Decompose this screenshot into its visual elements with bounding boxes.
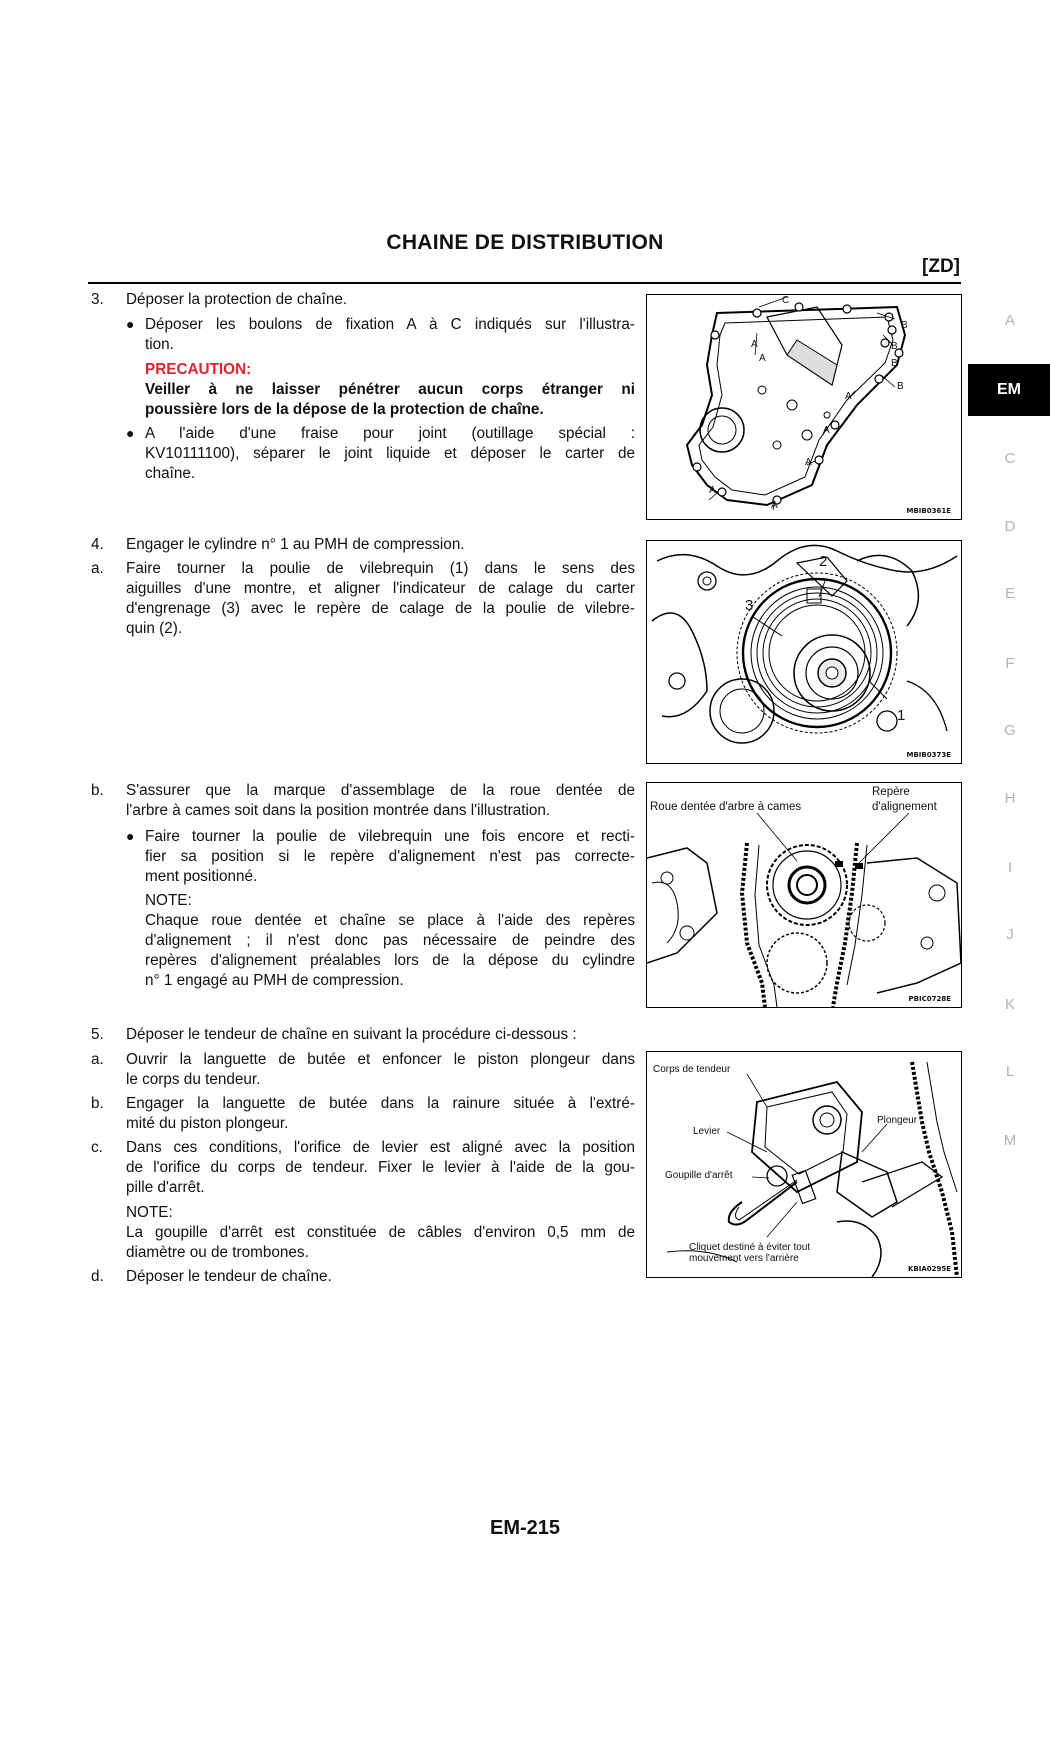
fig1-label-a: A [845, 391, 852, 402]
substep-letter: a. [91, 1051, 104, 1068]
side-tab-d[interactable]: D [1004, 518, 1016, 535]
side-tab-g[interactable]: G [1004, 722, 1016, 739]
substep-text: de l'orifice du corps de tendeur. Fixer le levier à l'aide de la gou- [126, 1159, 635, 1176]
fig1-label-b: B [897, 381, 904, 392]
side-tab-c[interactable]: C [1004, 450, 1016, 467]
note-text: n° 1 engagé au PMH de compression. [145, 972, 404, 989]
fig1-label-a: A [709, 485, 716, 496]
side-tab-a[interactable]: A [1004, 312, 1015, 329]
substep-text: Ouvrir la languette de butée et enfoncer le piston plongeur dans [126, 1051, 635, 1068]
header-rule [88, 282, 961, 284]
fig1-label-b: B [891, 341, 898, 352]
substep-text: Dans ces conditions, l'orifice de levier est aligné avec la position [126, 1139, 635, 1156]
fig1-label-b: B [901, 320, 908, 331]
substep-text: Déposer le tendeur de chaîne. [126, 1268, 332, 1285]
fig3-label-alignment-mark: d'alignement [872, 801, 937, 813]
side-tab-h[interactable]: H [1004, 790, 1016, 807]
fig1-label-c: C [782, 295, 790, 306]
fig1-label-a: A [823, 425, 830, 436]
fig3-label-camshaft-sprocket: Roue dentée d'arbre à cames [650, 801, 802, 813]
substep-letter: b. [91, 782, 104, 799]
side-tab-m[interactable]: M [1003, 1132, 1017, 1149]
substep-letter: c. [91, 1139, 103, 1156]
substep-letter: d. [91, 1268, 104, 1285]
fig4-label-stopper-pin: Goupille d'arrêt [665, 1170, 733, 1181]
figure-code: KBIA0295E [907, 1265, 951, 1273]
note-text: La goupille d'arrêt est constituée de câbles d'environ 0,5 mm de [126, 1224, 635, 1241]
fig2-label-3: 3 [745, 597, 754, 614]
side-tab-em[interactable]: EM [968, 364, 1050, 416]
bullet-text: Déposer les boulons de fixation A à C indiqués sur l'illustra- [145, 316, 635, 333]
substep-text: Engager la languette de butée dans la rainure située à l'extré- [126, 1095, 635, 1112]
fig2-label-2: 2 [819, 553, 828, 570]
step-number: 5. [91, 1026, 104, 1043]
note-label: NOTE: [126, 1204, 173, 1221]
bullet-text: A l'aide d'une fraise pour joint (outillage spécial : [145, 425, 635, 442]
substep-text: d'engrenage (3) avec le repère de calage de la poulie de vilebre- [126, 600, 635, 617]
figure-chain-cover [646, 294, 962, 520]
side-tab-l[interactable]: L [1005, 1063, 1015, 1080]
substep-text: S'assurer que la marque d'assemblage de la roue dentée de [126, 782, 635, 799]
precaution-text: Veiller à ne laisser pénétrer aucun corps étranger ni [145, 381, 635, 398]
fig1-label-a: A [751, 339, 758, 350]
step-text: Engager le cylindre n° 1 au PMH de compression. [126, 536, 465, 553]
fig4-label-tensioner-body: Corps de tendeur [653, 1064, 731, 1075]
chain-cover-drawing [647, 295, 961, 519]
substep-letter: a. [91, 560, 104, 577]
bullet-text: KV10111100), séparer le joint liquide et déposer le carter de [145, 445, 635, 462]
note-text: Chaque roue dentée et chaîne se place à l'aide des repères [145, 912, 635, 929]
substep-letter: b. [91, 1095, 104, 1112]
fig1-label-a: A [805, 457, 812, 468]
bullet-text: chaîne. [145, 465, 196, 482]
page-title: CHAINE DE DISTRIBUTION [386, 231, 664, 254]
substep-text: aiguilles d'une montre, et aligner l'indicateur de calage du carter [126, 580, 635, 597]
substep-text: le corps du tendeur. [126, 1071, 261, 1088]
bullet-icon: ● [126, 316, 135, 332]
side-tab-f[interactable]: F [1005, 655, 1015, 672]
figure-code: MBIB0373E [906, 751, 951, 759]
substep-text: quin (2). [126, 620, 183, 637]
fig1-label-b: B [891, 358, 898, 369]
substep-text: l'arbre à cames soit dans la position montrée dans l'illustration. [126, 802, 551, 819]
side-tab-j[interactable]: J [1006, 926, 1014, 943]
note-text: repères d'alignement préalables lors de la dépose du cylindre [145, 952, 635, 969]
step-number: 3. [91, 291, 104, 308]
substep-text: pille d'arrêt. [126, 1179, 205, 1196]
substep-text: Faire tourner la poulie de vilebrequin (1) dans le sens des [126, 560, 635, 577]
figure-code: PBIC0728E [908, 995, 951, 1003]
fig1-label-a: A [771, 500, 778, 511]
bullet-text: fier sa position si le repère d'alignement n'est pas correcte- [145, 848, 635, 865]
fig4-label-plunger: Plongeur [877, 1115, 918, 1126]
side-tab-i[interactable]: I [1007, 859, 1013, 876]
bullet-text: Faire tourner la poulie de vilebrequin une fois encore et recti- [145, 828, 635, 845]
figure-camshaft-sprocket [646, 782, 962, 1008]
precaution-text: poussière lors de la dépose de la protection de chaîne. [145, 401, 544, 418]
figure-crank-pulley [646, 540, 962, 764]
step-text: Déposer le tendeur de chaîne en suivant la procédure ci-dessous : [126, 1026, 577, 1043]
fig4-label-ratchet: Cliquet destiné à éviter tout [689, 1242, 811, 1253]
bullet-icon: ● [126, 828, 135, 844]
fig3-label-alignment-mark: Repère [872, 786, 910, 798]
fig2-label-1: 1 [897, 707, 906, 724]
bullet-icon: ● [126, 425, 135, 441]
step-text: Déposer la protection de chaîne. [126, 291, 348, 308]
step-number: 4. [91, 536, 104, 553]
page-number: EM-215 [489, 1517, 561, 1539]
bullet-text: tion. [145, 336, 174, 353]
side-tab-k[interactable]: K [1004, 996, 1015, 1013]
note-text: diamètre ou de trombones. [126, 1244, 309, 1261]
model-code: [ZD] [922, 256, 960, 277]
note-text: d'alignement ; il n'est donc pas nécessaire de peindre des [145, 932, 635, 949]
crank-pulley-drawing [647, 541, 961, 763]
figure-chain-tensioner [646, 1051, 962, 1278]
substep-text: mité du piston plongeur. [126, 1115, 289, 1132]
note-label: NOTE: [145, 892, 192, 909]
side-tab-e[interactable]: E [1004, 585, 1015, 602]
fig1-label-a: A [759, 353, 766, 364]
camshaft-sprocket-drawing [647, 783, 961, 1007]
precaution-label: PRECAUTION: [145, 361, 252, 378]
bullet-text: ment positionné. [145, 868, 258, 885]
fig4-label-ratchet: mouvement vers l'arrière [689, 1253, 799, 1264]
fig4-label-lever: Levier [693, 1126, 721, 1137]
figure-code: MBIB0361E [906, 507, 951, 515]
